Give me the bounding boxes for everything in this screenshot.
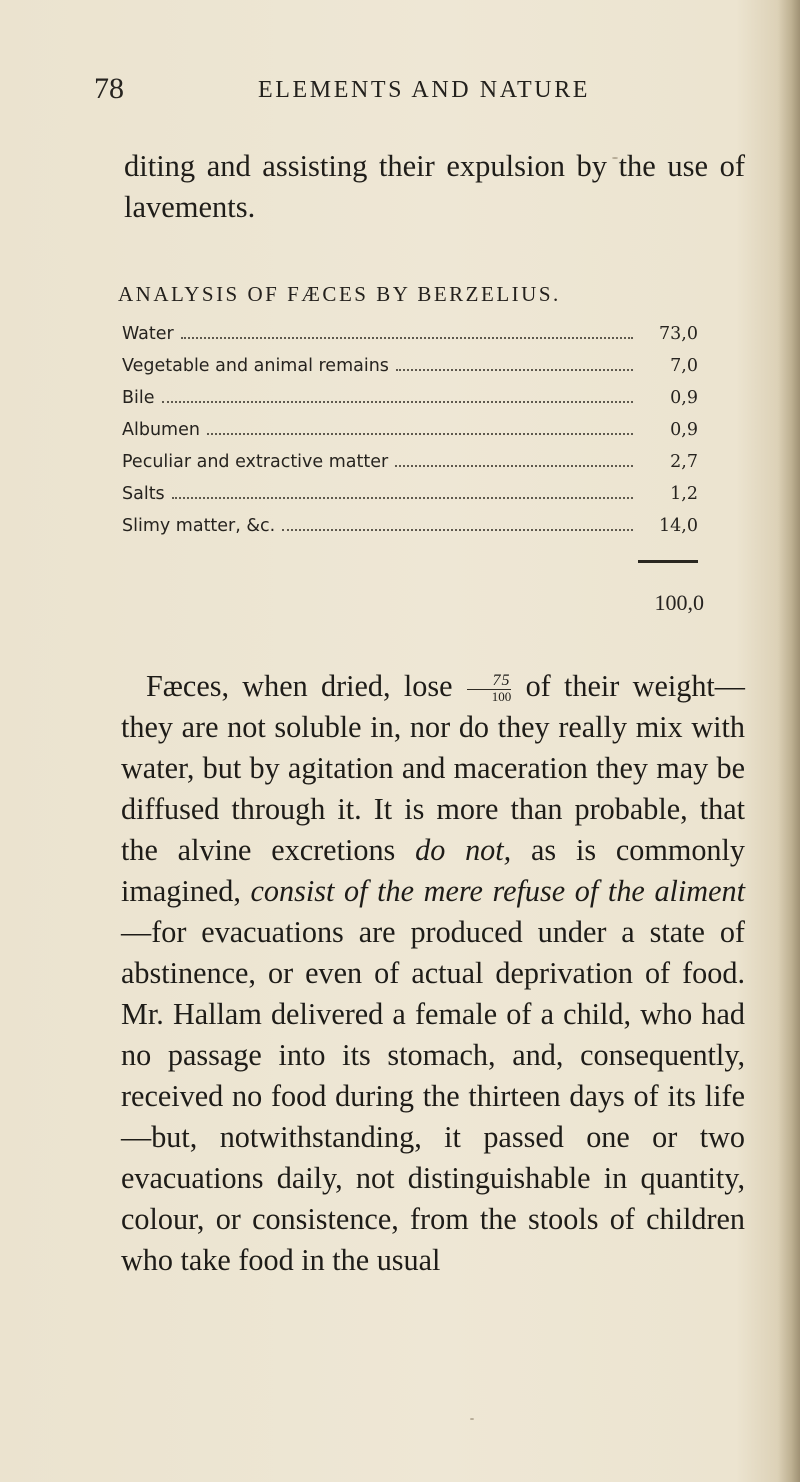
dot-leader [395, 464, 633, 467]
italic-emphasis: do not, [415, 833, 512, 867]
body-text-segment: —for evacuations are produced under a state of abstinence, or even of actual deprivation of food. Mr. Hallam delivered a female of a child, who had no passage into its stomach, and, consequently, received no food during the thirteen days of its life—but, notwithstanding, it passed one or two evacuations daily, not distinguishable in quantity, colour, or consistence, from the stools of children who take food in the usual [121, 915, 745, 1277]
analysis-row-label: Albumen [122, 420, 200, 440]
fraction-denominator: 100 [491, 689, 512, 704]
analysis-row [122, 388, 698, 420]
analysis-row-value: 73,0 [659, 324, 698, 344]
body-paragraph [121, 666, 745, 1281]
dot-leader [181, 336, 633, 339]
analysis-row-value: 1,2 [670, 484, 698, 504]
analysis-row [122, 420, 698, 452]
dot-leader [162, 400, 634, 403]
analysis-row-value: 14,0 [659, 516, 698, 536]
analysis-row-label: Bile [122, 388, 155, 408]
paper-speck [612, 157, 618, 159]
analysis-row [122, 516, 698, 548]
analysis-row-label: Peculiar and extractive matter [122, 452, 389, 472]
analysis-row [122, 356, 698, 388]
analysis-title: ANALYSIS OF FÆCES BY BERZELIUS. [118, 282, 561, 306]
analysis-row-value: 0,9 [670, 420, 698, 440]
analysis-row [122, 324, 698, 356]
fraction [467, 673, 512, 704]
body-text-segment: Fæces, when dried, lose [146, 669, 453, 703]
page-edge-shadow [778, 0, 800, 1482]
analysis-row [122, 452, 698, 484]
analysis-row [122, 484, 698, 516]
dot-leader [282, 528, 633, 531]
italic-emphasis: consist of the mere refuse of the aliment [250, 874, 745, 908]
analysis-row-value: 7,0 [670, 356, 698, 376]
analysis-total: 100,0 [654, 590, 704, 615]
page-number: 78 [94, 72, 124, 105]
analysis-row-label: Slimy matter, &c. [122, 516, 276, 536]
analysis-row-value: 0,9 [670, 388, 698, 408]
intro-paragraph: diting and assisting their expulsion by the use of lavements. [124, 149, 745, 224]
body-text-segment: as is commonly imagined, [121, 833, 745, 908]
running-head: ELEMENTS AND NATURE [258, 77, 591, 103]
total-rule [638, 560, 698, 563]
body-text-segment: of their weight— they are not soluble in, nor do they really mix with water, but by agitation and maceration they may be diffused through it. It is more than probable, that the alvine excretions [121, 669, 745, 867]
analysis-row-label: Vegetable and animal remains [122, 356, 389, 376]
analysis-row-value: 2,7 [670, 452, 698, 472]
paper-speck [470, 1418, 474, 1420]
dot-leader [172, 496, 633, 499]
dot-leader [207, 432, 633, 435]
analysis-row-label: Salts [122, 484, 165, 504]
fraction-numerator: 75 [467, 673, 512, 690]
analysis-table [122, 324, 698, 548]
analysis-row-label: Water [122, 324, 174, 344]
dot-leader [396, 368, 633, 371]
